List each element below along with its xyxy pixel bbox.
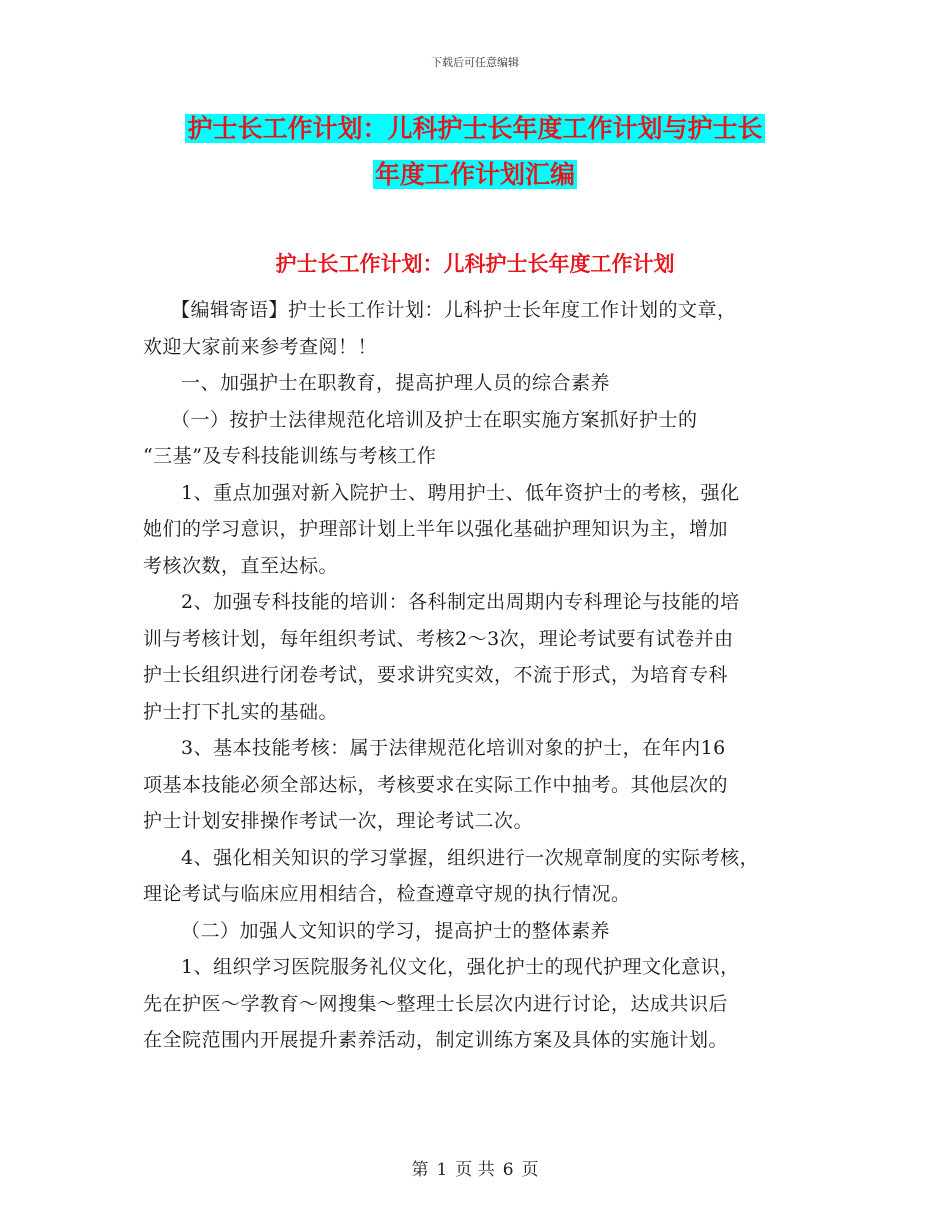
paragraph-line: “三基”及专科技能训练与考核工作 bbox=[143, 445, 437, 467]
paragraph-line: 考核次数，直至达标。 bbox=[143, 554, 339, 577]
document-title-line-1: 护士长工作计划：儿科护士长年度工作计划与护士长 bbox=[187, 114, 763, 143]
paragraph-line: 3、基本技能考核：属于法律规范化培训对象的护士，在年内16 bbox=[181, 737, 726, 759]
paragraph-line: 在全院范围内开展提升素养活动，制定训练方案及具体的实施计划。 bbox=[143, 1029, 729, 1051]
paragraph-line: 2、加强专科技能的培训：各科制定出周期内专科理论与技能的培 bbox=[181, 591, 740, 613]
paragraph-line: （一）按护士法律规范化培训及护士在职实施方案抓好护士的 bbox=[171, 408, 698, 431]
paragraph-line: 项基本技能必须全部达标，考核要求在实际工作中抽考。其他层次的 bbox=[143, 773, 729, 796]
paragraph-line: 一、加强护士在职教育，提高护理人员的综合素养 bbox=[181, 372, 611, 394]
paragraph-line: 护士长组织进行闭卷考试，要求讲究实效，不流于形式，为培育专科 bbox=[143, 664, 729, 686]
section-subtitle: 护士长工作计划：儿科护士长年度工作计划 bbox=[275, 251, 675, 276]
footer-mid: 页 共 bbox=[455, 1160, 495, 1180]
document-body bbox=[143, 292, 823, 1059]
paragraph-line: 欢迎大家前来参考查阅！！ bbox=[143, 335, 378, 358]
paragraph-line: 4、强化相关知识的学习掌握，组织进行一次规章制度的实际考核， bbox=[181, 846, 760, 869]
paragraph-line: 理论考试与临床应用相结合，检查遵章守规的执行情况。 bbox=[143, 883, 631, 905]
paragraph-line: 1、组织学习医院服务礼仪文化，强化护士的现代护理文化意识， bbox=[181, 956, 740, 978]
footer-total-pages: 6 bbox=[502, 1160, 514, 1180]
footer-suffix: 页 bbox=[521, 1160, 539, 1180]
paragraph-line: 护士打下扎实的基础。 bbox=[143, 700, 339, 723]
paragraph-line: （二）加强人文知识的学习，提高护士的整体素养 bbox=[181, 919, 611, 942]
document-title-line-2: 年度工作计划汇编 bbox=[374, 160, 575, 189]
paragraph-line: 【编辑寄语】护士长工作计划：儿科护士长年度工作计划的文章， bbox=[171, 299, 737, 321]
footer-page-number: 1 bbox=[436, 1160, 448, 1180]
paragraph-line: 护士计划安排操作考试一次，理论考试二次。 bbox=[143, 810, 534, 832]
page-footer bbox=[0, 1155, 950, 1180]
paragraph-line: 训与考核计划，每年组织考试、考核2～3次，理论考试要有试卷并由 bbox=[143, 627, 734, 650]
paragraph-line: 1、重点加强对新入院护士、聘用护士、低年资护士的考核，强化 bbox=[181, 481, 740, 504]
footer-prefix: 第 bbox=[411, 1160, 429, 1180]
paragraph-line: 先在护医～学教育～网搜集～整理士长层次内进行讨论，达成共识后 bbox=[143, 992, 729, 1015]
page-header: 下载后可任意编辑 bbox=[431, 56, 519, 69]
paragraph-line: 她们的学习意识，护理部计划上半年以强化基础护理知识为主，增加 bbox=[143, 518, 729, 540]
